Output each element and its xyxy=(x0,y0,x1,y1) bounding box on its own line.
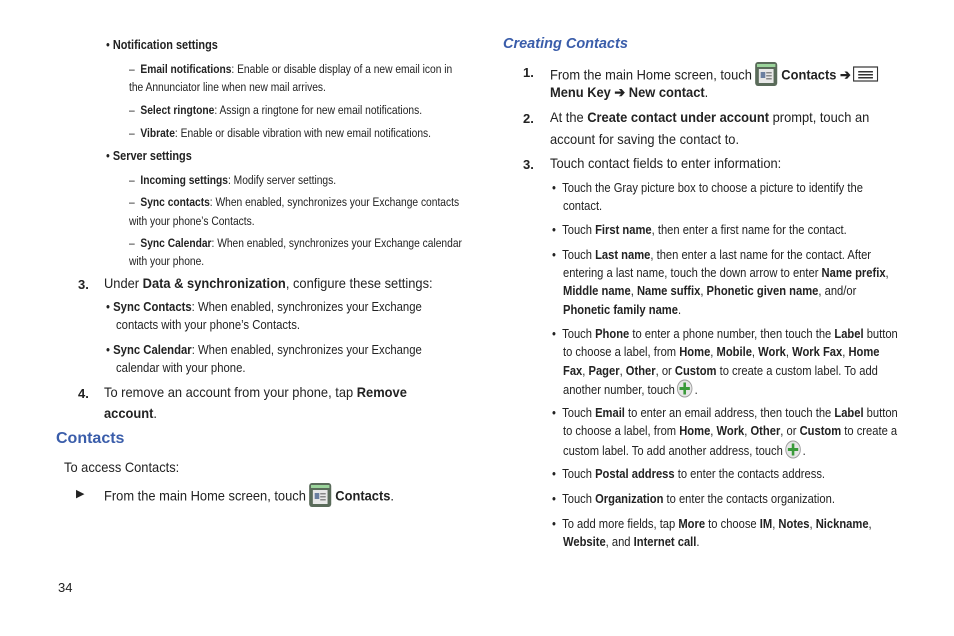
r-bullet-last-name-l4: Phonetic family name. xyxy=(563,302,682,317)
email-notif-cont: the Annunciator line when new mail arrives. xyxy=(129,80,326,94)
menu-key-icon[interactable] xyxy=(853,66,879,82)
r-bullet-phone-l4: another number, touch . xyxy=(563,381,720,400)
access-text: To access Contacts: xyxy=(64,459,180,475)
plus-icon[interactable] xyxy=(677,379,693,398)
r-step1-cont: Menu Key ➔ New contact. xyxy=(550,84,709,100)
r-bullet-email-l3: custom label. To add another address, touch . xyxy=(563,442,845,461)
step4-cont: account. xyxy=(104,405,157,421)
r-step2-cont: account for saving the contact to. xyxy=(550,131,740,147)
r-bullet-organization: • Touch Organization to enter the contacts organization. xyxy=(552,491,835,506)
page-number: 34 xyxy=(58,580,73,595)
r-bullet-first-name: • Touch First name, then enter a first name for the contact. xyxy=(552,222,847,237)
step4-number: 4. xyxy=(78,386,89,401)
r-bullet-email: • Touch Email to enter an email address, then touch the Label button xyxy=(552,405,898,420)
r-step3-text: Touch contact fields to enter information: xyxy=(550,155,782,171)
r-step3-number: 3. xyxy=(523,157,534,172)
r-bullet-phone-l2: to choose a label, from Home, Mobile, Work, Work Fax, Home xyxy=(563,344,880,359)
r-bullet-phone: • Touch Phone to enter a phone number, then touch the Label button xyxy=(552,326,898,341)
r-step1-text: From the main Home screen, touch Contacts ➔ xyxy=(550,63,907,89)
r-bullet-last-name-l2: entering a last name, touch the down arrow to enter Name prefix, xyxy=(563,265,889,280)
contacts-icon[interactable] xyxy=(755,61,779,87)
r-bullet-more-fields: • To add more fields, tap More to choose IM, Notes, Nickname, xyxy=(552,516,872,531)
r-bullet-last-name-l3: Middle name, Name suffix, Phonetic given name, and/or xyxy=(563,283,857,298)
step3-text: Under Data & synchronization, configure these settings: xyxy=(104,275,433,291)
vibrate-item: – Vibrate: Enable or disable vibration with new email notifications. xyxy=(129,126,432,140)
r-bullet-last-name: • Touch Last name, then enter a last name for the contact. After xyxy=(552,247,872,262)
r-step2-number: 2. xyxy=(523,111,534,126)
s3-sync-cal-cont: calendar with your phone. xyxy=(116,360,246,375)
sync-cal-cont: with your phone. xyxy=(129,254,205,268)
s3-sync-cal-item: • Sync Calendar: When enabled, synchronizes your Exchange xyxy=(106,342,422,357)
r-step2-text: At the Create contact under account prompt, touch an xyxy=(550,109,870,125)
r-bullet-email-l2: to choose a label, from Home, Work, Other, or Custom to create a xyxy=(563,423,898,438)
r-step1-number: 1. xyxy=(523,65,534,80)
r-bullet-picture: • Touch the Gray picture box to choose a picture to identify the xyxy=(552,180,863,195)
incoming-item: – Incoming settings: Modify server settings. xyxy=(129,173,337,187)
r-bullet-picture-cont: contact. xyxy=(563,198,603,213)
email-notif-item: – Email notifications: Enable or disable display of a new email icon in xyxy=(129,62,453,76)
sync-contacts-item: – Sync contacts: When enabled, synchronizes your Exchange contacts xyxy=(129,195,460,209)
r-bullet-postal: • Touch Postal address to enter the contacts address. xyxy=(552,466,826,481)
notif-settings-item: • Notification settings xyxy=(106,37,218,52)
sync-cal-item: – Sync Calendar: When enabled, synchronizes your Exchange calendar xyxy=(129,236,462,250)
s3-sync-contacts-item: • Sync Contacts: When enabled, synchronizes your Exchange xyxy=(106,299,422,314)
sync-contacts-cont: with your phone’s Contacts. xyxy=(129,214,255,228)
contacts-icon[interactable] xyxy=(309,482,333,508)
plus-icon[interactable] xyxy=(785,440,801,459)
r-bullet-phone-l3: Fax, Pager, Other, or Custom to create a custom label. To add xyxy=(563,363,878,378)
arrow-bullet-icon: ▶ xyxy=(76,488,85,500)
contacts-heading: Contacts xyxy=(56,430,125,447)
server-settings-item: • Server settings xyxy=(106,148,192,163)
r-bullet-more-fields-l2: Website, and Internet call. xyxy=(563,534,700,549)
step4-text: To remove an account from your phone, tap Remove xyxy=(104,384,407,400)
creating-contacts-heading: Creating Contacts xyxy=(503,36,628,52)
notif-settings-title: Notification settings xyxy=(112,37,218,52)
step3-number: 3. xyxy=(78,277,89,292)
s3-sync-contacts-cont: contacts with your phone’s Contacts. xyxy=(116,317,301,332)
ringtone-item: – Select ringtone: Assign a ringtone for new email notifications. xyxy=(129,103,423,117)
arrow-item-text: From the main Home screen, touch Contacts. xyxy=(104,484,419,510)
